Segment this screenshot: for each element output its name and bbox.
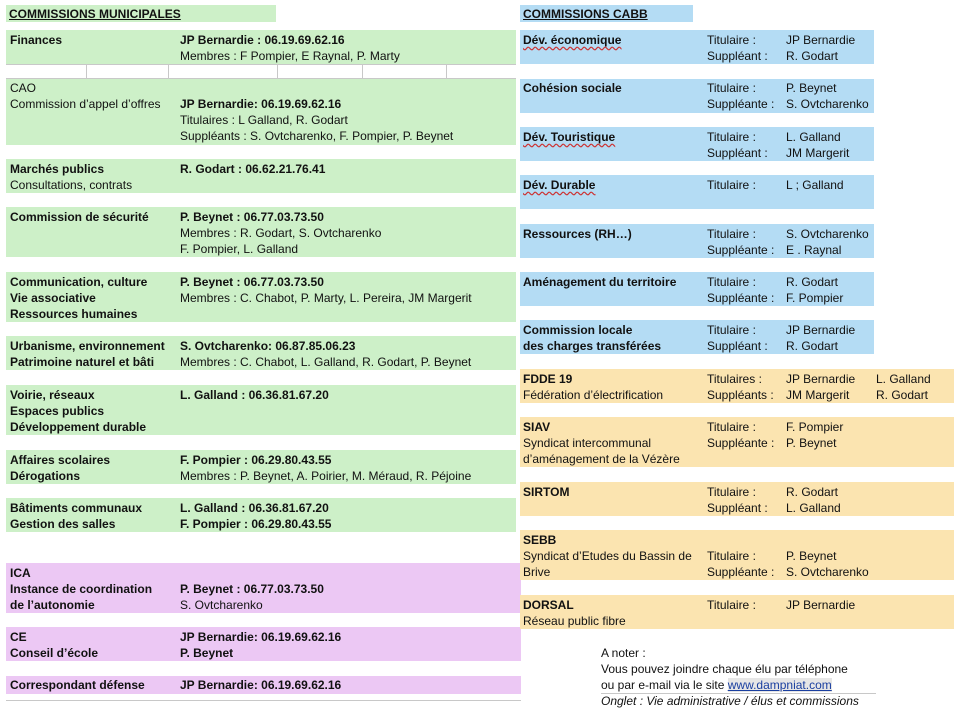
amenagement-label-1: Titulaire :	[707, 275, 756, 289]
vie-associative-title: Vie associative	[10, 291, 96, 305]
sirtom-label-2: Suppléant :	[707, 501, 768, 515]
ica-subtitle: Instance de coordination	[10, 582, 153, 596]
ce-member: P. Beynet	[180, 646, 234, 660]
cao-suppleants: Suppléants : S. Ovtcharenko, F. Pompier, P. Beynet	[180, 129, 454, 143]
fdde-label-1: Titulaires :	[707, 372, 762, 386]
ce-title: CE	[10, 630, 27, 644]
cao-titulaires: Titulaires : L Galland, R. Godart	[180, 113, 348, 127]
securite-title: Commission de sécurité	[10, 210, 149, 224]
ressources-titulaire: S. Ovtcharenko	[786, 227, 869, 241]
ressources-label-2: Suppléante :	[707, 243, 775, 257]
website-link[interactable]: www.dampniat.com	[727, 678, 832, 692]
charges-label-1: Titulaire :	[707, 323, 756, 337]
fdde-suppleant: JM Margerit	[786, 388, 850, 402]
finances-contact: JP Bernardie : 06.19.69.62.16	[180, 33, 345, 47]
sirtom-titulaire: R. Godart	[786, 485, 839, 499]
fdde-titulaire: JP Bernardie	[786, 372, 856, 386]
ressources-suppleant: E . Raynal	[786, 243, 842, 257]
securite-members: Membres : R. Godart, S. Ovtcharenko	[180, 226, 382, 240]
sebb-label-1: Titulaire :	[707, 549, 756, 563]
note-text-prefix: ou par e-mail via le site	[601, 678, 728, 692]
salles-contact: F. Pompier : 06.29.80.43.55	[180, 517, 332, 531]
dorsal-label-1: Titulaire :	[707, 598, 756, 612]
securite-members-2: F. Pompier, L. Galland	[180, 242, 299, 256]
dev-touristique-suppleant: JM Margerit	[786, 146, 850, 160]
ressources-label-1: Titulaire :	[707, 227, 756, 241]
cohesion-label-2: Suppléante :	[707, 97, 775, 111]
sebb-subtitle-2: Brive	[523, 565, 551, 579]
note-text-2	[601, 677, 832, 693]
sebb-suppleant: S. Ovtcharenko	[786, 565, 869, 579]
dev-durable-label-1: Titulaire :	[707, 178, 756, 192]
dev-economique-label-1: Titulaire :	[707, 33, 756, 47]
siav-subtitle: Syndicat intercommunal	[523, 436, 652, 450]
cabb-header: COMMISSIONS CABB	[523, 7, 648, 21]
dev-durable-titulaire: L ; Galland	[786, 178, 844, 192]
fdde-title: FDDE 19	[523, 372, 573, 386]
developpement-durable-title: Développement durable	[10, 420, 147, 434]
defense-contact: JP Bernardie: 06.19.69.62.16	[180, 678, 342, 692]
note-onglet: Onglet : Vie administrative / élus et commissions	[601, 694, 859, 708]
sebb-titulaire: P. Beynet	[786, 549, 837, 563]
dev-touristique-titulaire: L. Galland	[786, 130, 841, 144]
cohesion-label-1: Titulaire :	[707, 81, 756, 95]
cohesion-titulaire: P. Beynet	[786, 81, 837, 95]
urbanisme-members: Membres : C. Chabot, L. Galland, R. Godart, P. Beynet	[180, 355, 472, 369]
fdde-titulaire-2: L. Galland	[876, 372, 931, 386]
dev-economique-titulaire: JP Bernardie	[786, 33, 856, 47]
marches-subtitle: Consultations, contrats	[10, 178, 133, 192]
dev-durable-title: Dév. Durable	[523, 178, 596, 192]
ica-contact: P. Beynet : 06.77.03.73.50	[180, 582, 324, 596]
dev-touristique-label-2: Suppléant :	[707, 146, 768, 160]
patrimoine-title: Patrimoine naturel et bâti	[10, 355, 155, 369]
dev-economique-suppleant: R. Godart	[786, 49, 839, 63]
siav-suppleant: P. Beynet	[786, 436, 837, 450]
siav-title: SIAV	[523, 420, 551, 434]
cohesion-title: Cohésion sociale	[523, 81, 622, 95]
dev-economique-label-2: Suppléant :	[707, 49, 768, 63]
grid-line	[168, 64, 169, 78]
scolaires-contact: F. Pompier : 06.29.80.43.55	[180, 453, 332, 467]
urbanisme-title: Urbanisme, environnement	[10, 339, 165, 353]
ica-title: ICA	[10, 566, 31, 580]
cohesion-suppleant: S. Ovtcharenko	[786, 97, 869, 111]
scolaires-title: Affaires scolaires	[10, 453, 111, 467]
cao-subtitle: Commission d’appel d’offres	[10, 97, 161, 111]
cao-contact: JP Bernardie: 06.19.69.62.16	[180, 97, 342, 111]
siav-label-1: Titulaire :	[707, 420, 756, 434]
fdde-suppleant-2: R. Godart	[876, 388, 929, 402]
finances-members: Membres : F Pompier, E Raynal, P. Marty	[180, 49, 400, 63]
espaces-publics-title: Espaces publics	[10, 404, 105, 418]
amenagement-title: Aménagement du territoire	[523, 275, 677, 289]
sirtom-label-1: Titulaire :	[707, 485, 756, 499]
grid-line	[6, 64, 516, 65]
sebb-subtitle: Syndicat d’Etudes du Bassin de	[523, 549, 692, 563]
communication-members: Membres : C. Chabot, P. Marty, L. Pereira, JM Margerit	[180, 291, 472, 305]
voirie-title: Voirie, réseaux	[10, 388, 95, 402]
grid-line	[362, 64, 363, 78]
municipal-header: COMMISSIONS MUNICIPALES	[9, 7, 181, 21]
ica-subtitle-2: de l’autonomie	[10, 598, 95, 612]
securite-contact: P. Beynet : 06.77.03.73.50	[180, 210, 324, 224]
amenagement-titulaire: R. Godart	[786, 275, 839, 289]
marches-contact: R. Godart : 06.62.21.76.41	[180, 162, 326, 176]
charges-titulaire: JP Bernardie	[786, 323, 856, 337]
charges-suppleant: R. Godart	[786, 339, 839, 353]
note-text: Vous pouvez joindre chaque élu par téléphone	[601, 662, 848, 676]
grid-line	[6, 700, 521, 701]
ce-contact: JP Bernardie: 06.19.69.62.16	[180, 630, 342, 644]
finances-title: Finances	[10, 33, 63, 47]
amenagement-label-2: Suppléante :	[707, 291, 775, 305]
amenagement-suppleant: F. Pompier	[786, 291, 844, 305]
voirie-contact: L. Galland : 06.36.81.67.20	[180, 388, 329, 402]
fdde-label-2: Suppléants :	[707, 388, 774, 402]
dev-touristique-label-1: Titulaire :	[707, 130, 756, 144]
ressources-title: Ressources (RH…)	[523, 227, 632, 241]
charges-label-2: Suppléant :	[707, 339, 768, 353]
sebb-title: SEBB	[523, 533, 557, 547]
sirtom-suppleant: L. Galland	[786, 501, 841, 515]
cao-title: CAO	[10, 81, 37, 95]
marches-title: Marchés publics	[10, 162, 105, 176]
siav-subtitle-2: d’aménagement de la Vézère	[523, 452, 680, 466]
salles-title: Gestion des salles	[10, 517, 116, 531]
note-heading: A noter :	[601, 646, 646, 660]
dev-economique-title: Dév. économique	[523, 33, 622, 47]
sirtom-title: SIRTOM	[523, 485, 570, 499]
dorsal-subtitle: Réseau public fibre	[523, 614, 626, 628]
defense-title: Correspondant défense	[10, 678, 145, 692]
grid-line	[277, 64, 278, 78]
charges-title: Commission locale	[523, 323, 633, 337]
dev-touristique-title: Dév. Touristique	[523, 130, 616, 144]
siav-label-2: Suppléante :	[707, 436, 775, 450]
fdde-subtitle: Fédération d’électrification	[523, 388, 664, 402]
derogations-title: Dérogations	[10, 469, 81, 483]
communication-contact: P. Beynet : 06.77.03.73.50	[180, 275, 324, 289]
scolaires-members: Membres : P. Beynet, A. Poirier, M. Méraud, R. Péjoine	[180, 469, 472, 483]
charges-title-2: des charges transférées	[523, 339, 662, 353]
batiments-title: Bâtiments communaux	[10, 501, 143, 515]
batiments-contact: L. Galland : 06.36.81.67.20	[180, 501, 329, 515]
sebb-label-2: Suppléante :	[707, 565, 775, 579]
urbanisme-contact: S. Ovtcharenko: 06.87.85.06.23	[180, 339, 356, 353]
ce-subtitle: Conseil d’école	[10, 646, 99, 660]
siav-titulaire: F. Pompier	[786, 420, 844, 434]
dorsal-titulaire: JP Bernardie	[786, 598, 856, 612]
ressources-humaines-title: Ressources humaines	[10, 307, 138, 321]
communication-title: Communication, culture	[10, 275, 148, 289]
dorsal-title: DORSAL	[523, 598, 574, 612]
ica-member: S. Ovtcharenko	[180, 598, 263, 612]
grid-line	[446, 64, 447, 78]
grid-line	[86, 64, 87, 78]
